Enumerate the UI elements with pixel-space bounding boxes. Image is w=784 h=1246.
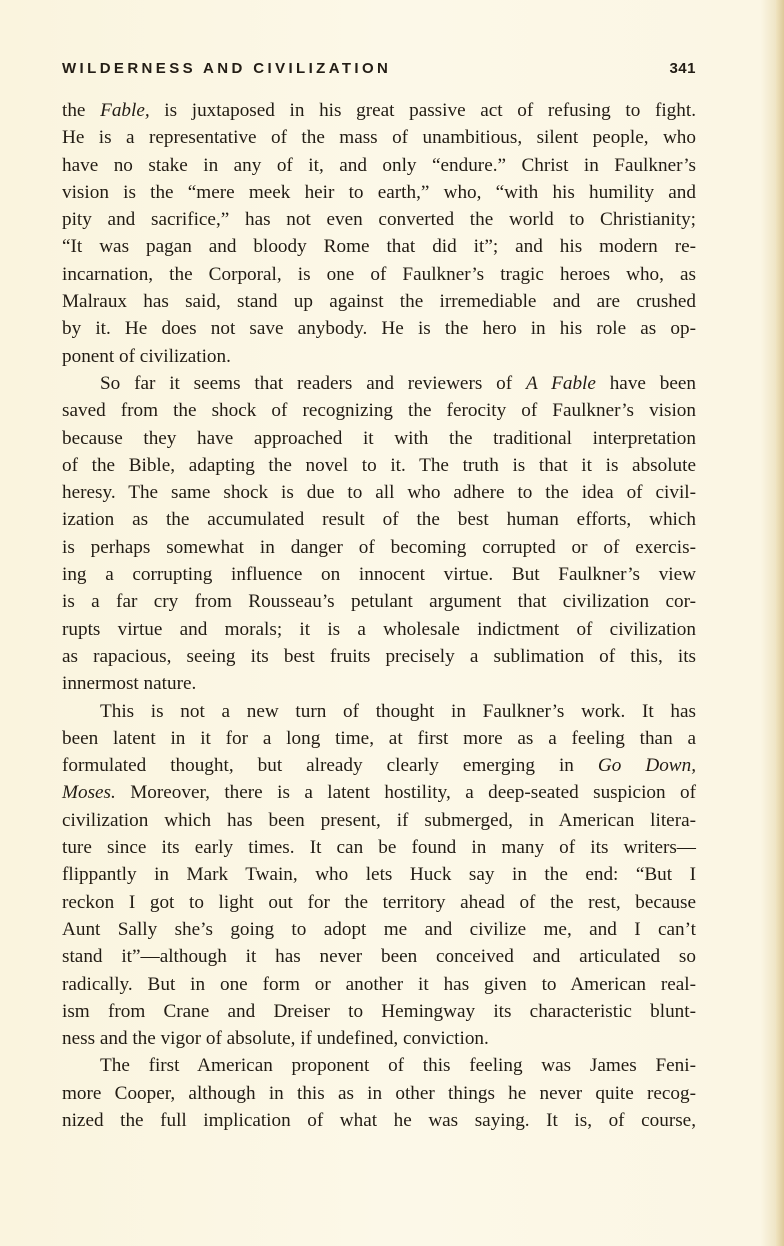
text-line: vision is the “mere meek heir to earth,” who, “with his humility and <box>62 181 696 203</box>
text-line: ism from Crane and Dreiser to Hemingway its characteristic blunt- <box>62 1000 696 1022</box>
text-line: by it. He does not save anybody. He is the hero in his role as op- <box>62 318 696 340</box>
text-line: ing a corrupting influence on innocent virtue. But Faulkner’s view <box>62 564 696 586</box>
text-line: is perhaps somewhat in danger of becoming corrupted or of exercis- <box>62 536 696 558</box>
text-line: He is a representative of the mass of unambitious, silent people, who <box>62 127 696 149</box>
text-line: pity and sacrifice,” has not even converted the world to Christianity; <box>62 209 696 231</box>
text-line: Moses. Moreover, there is a latent hostility, a deep-seated suspicion of <box>62 782 696 804</box>
text-line: The first American proponent of this feeling was James Feni- <box>100 1055 696 1077</box>
text-line: “It was pagan and bloody Rome that did it”; and his modern re- <box>62 236 696 258</box>
text-line: So far it seems that readers and reviewers of A Fable have been <box>100 372 696 394</box>
text-line: have no stake in any of it, and only “endure.” Christ in Faulkner’s <box>62 154 696 176</box>
body-text <box>62 97 696 1134</box>
page-edge <box>776 0 784 1246</box>
running-head: WILDERNESS AND CIVILIZATION <box>62 60 392 77</box>
text-line: because they have approached it with the traditional interpretation <box>62 427 696 449</box>
text-line: radically. But in one form or another it has given to American real- <box>62 973 696 995</box>
text-line: been latent in it for a long time, at first more as a feeling than a <box>62 727 696 749</box>
page-number: 341 <box>669 60 696 77</box>
text-line: more Cooper, although in this as in other things he never quite recog- <box>62 1082 696 1104</box>
text-line: saved from the shock of recognizing the ferocity of Faulkner’s vision <box>62 400 696 422</box>
text-line: incarnation, the Corporal, is one of Faulkner’s tragic heroes who, as <box>62 263 696 285</box>
text-line: innermost nature. <box>62 673 197 695</box>
text-line: Aunt Sally she’s going to adopt me and civilize me, and I can’t <box>62 918 696 940</box>
text-line: ization as the accumulated result of the best human efforts, which <box>62 509 696 531</box>
page-header <box>62 58 696 88</box>
text-line: ness and the vigor of absolute, if undefined, conviction. <box>62 1028 489 1050</box>
text-line: civilization which has been present, if submerged, in American litera- <box>62 809 696 831</box>
text-line: as rapacious, seeing its best fruits precisely a sublimation of this, its <box>62 645 696 667</box>
text-line: stand it”—although it has never been conceived and articulated so <box>62 946 696 968</box>
text-line: of the Bible, adapting the novel to it. The truth is that it is absolute <box>62 454 696 476</box>
text-line: the Fable, is juxtaposed in his great passive act of refusing to fight. <box>62 100 696 121</box>
text-line: heresy. The same shock is due to all who adhere to the idea of civil- <box>62 482 696 504</box>
text-line: This is not a new turn of thought in Faulkner’s work. It has <box>100 700 696 722</box>
text-line: Malraux has said, stand up against the irremediable and are crushed <box>62 291 696 313</box>
text-line: reckon I got to light out for the territory ahead of the rest, because <box>62 891 696 913</box>
text-line: ture since its early times. It can be found in many of its writers— <box>62 837 696 859</box>
text-line: rupts virtue and morals; it is a wholesale indictment of civilization <box>62 618 696 640</box>
text-line: nized the full implication of what he was saying. It is, of course, <box>62 1109 696 1131</box>
text-line: is a far cry from Rousseau’s petulant argument that civilization cor- <box>62 591 696 613</box>
text-line: formulated thought, but already clearly emerging in Go Down, <box>62 755 696 777</box>
text-line: ponent of civilization. <box>62 345 231 367</box>
text-line: flippantly in Mark Twain, who lets Huck say in the end: “But I <box>62 864 696 886</box>
